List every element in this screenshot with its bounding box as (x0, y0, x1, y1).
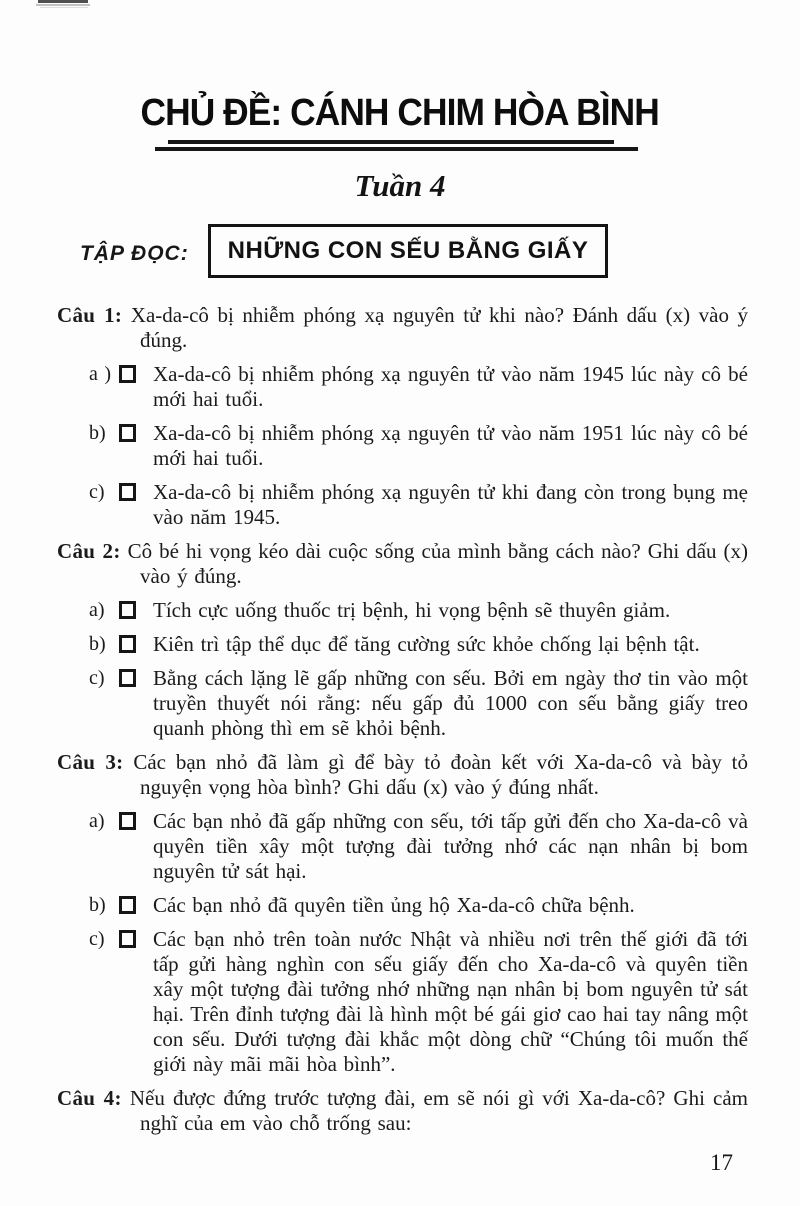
option-2c (89, 666, 748, 741)
answer-checkbox[interactable] (119, 635, 136, 653)
question-1 (57, 303, 748, 530)
option-text: Tích cực uống thuốc trị bệnh, hi vọng bệnh sẽ thuyên giảm. (153, 598, 671, 622)
question-body: Xa-da-cô bị nhiễm phóng xạ nguyên tử khi nào? Đánh dấu (x) vào ý đúng. (130, 303, 749, 352)
question-label: Câu 1: (57, 303, 123, 327)
answer-checkbox[interactable] (119, 669, 136, 687)
scan-artifact (40, 7, 88, 8)
option-text: Kiên trì tập thể dục để tăng cường sức khỏe chống lại bệnh tật. (153, 632, 700, 656)
title-underline (155, 147, 638, 151)
option-text: Xa-da-cô bị nhiễm phóng xạ nguyên tử vào năm 1945 lúc này cô bé mới hai tuổi. (153, 362, 748, 411)
option-letter: a) (89, 810, 105, 832)
chapter-title-wrap (0, 92, 800, 135)
option-1c (89, 480, 748, 530)
answer-checkbox[interactable] (119, 424, 136, 442)
option-3b (89, 893, 748, 918)
option-3c (89, 927, 748, 1077)
question-text (57, 539, 748, 589)
questions-list (57, 303, 748, 1145)
answer-checkbox[interactable] (119, 812, 136, 830)
answer-checkbox[interactable] (119, 930, 136, 948)
question-text (57, 750, 748, 800)
option-2b (89, 632, 748, 657)
option-letter: c) (89, 667, 105, 689)
option-text: Các bạn nhỏ trên toàn nước Nhật và nhiều nơi trên thế giới đã tới tấp gửi hàng nghìn con sếu giấy đến cho Xa-da-cô và quyên tiền xây một tượng đài tưởng nhớ những nạn nhân bị bom nguyên tử sát hại. Trên đỉnh tượng đài là hình một bé gái giơ cao hai tay nâng một con sếu. Dưới tượng đài khắc một dòng chữ “Chúng tôi muốn thế giới này mãi mãi hòa bình”. (153, 927, 749, 1076)
section-label: TẬP ĐỌC: (80, 242, 189, 265)
question-text (57, 303, 748, 353)
answer-checkbox[interactable] (119, 365, 136, 383)
scan-artifact (38, 0, 88, 3)
question-label: Câu 3: (57, 750, 124, 774)
option-letter: b) (89, 894, 106, 916)
question-body: Nếu được đứng trước tượng đài, em sẽ nói gì với Xa-da-cô? Ghi cảm nghĩ của em vào chỗ trống sau: (129, 1086, 748, 1135)
question-body: Cô bé hi vọng kéo dài cuộc sống của mình bằng cách nào? Ghi dấu (x) vào ý đúng. (127, 539, 749, 588)
question-label: Câu 4: (57, 1086, 122, 1110)
option-3a (89, 809, 748, 884)
question-4 (57, 1086, 748, 1136)
answer-checkbox[interactable] (119, 483, 136, 501)
option-letter: b) (89, 422, 106, 444)
option-2a (89, 598, 748, 623)
week-heading: Tuần 4 (354, 168, 446, 203)
question-3 (57, 750, 748, 1077)
question-label: Câu 2: (57, 539, 121, 563)
option-letter: b) (89, 633, 106, 655)
title-underline (168, 140, 614, 144)
option-letter: c) (89, 928, 105, 950)
lesson-title: NHỮNG CON SẾU BẰNG GIẤY (227, 237, 589, 264)
option-text: Xa-da-cô bị nhiễm phóng xạ nguyên tử vào năm 1951 lúc này cô bé mới hai tuổi. (153, 421, 748, 470)
page-number: 17 (710, 1150, 733, 1175)
question-2 (57, 539, 748, 741)
option-letter: c) (89, 481, 105, 503)
option-1b (89, 421, 748, 471)
option-text: Các bạn nhỏ đã quyên tiền ủng hộ Xa-da-cô chữa bệnh. (153, 893, 635, 917)
option-text: Xa-da-cô bị nhiễm phóng xạ nguyên tử khi đang còn trong bụng mẹ vào năm 1945. (153, 480, 748, 529)
question-body: Các bạn nhỏ đã làm gì để bày tỏ đoàn kết với Xa-da-cô và bày tỏ nguyện vọng hòa bình? Ghi dấu (x) vào ý đúng nhất. (133, 750, 748, 799)
option-1a (89, 362, 748, 412)
option-letter: a ) (89, 363, 112, 385)
question-text (57, 1086, 748, 1136)
week-heading-wrap (0, 168, 800, 204)
option-text: Bằng cách lặng lẽ gấp những con sếu. Bởi em ngày thơ tin vào một truyền thuyết nói rằng: nếu gấp đủ 1000 con sếu bằng giấy treo quanh phòng thì em sẽ khỏi bệnh. (153, 666, 748, 740)
chapter-title: CHỦ ĐỀ: CÁNH CHIM HÒA BÌNH (140, 92, 660, 134)
option-text: Các bạn nhỏ đã gấp những con sếu, tới tấp gửi đến cho Xa-da-cô và quyên tiền xây một tượng đài tưởng nhớ các nạn nhân bị bom nguyên tử sát hại. (153, 809, 748, 883)
option-letter: a) (89, 599, 105, 621)
lesson-title-box (208, 224, 608, 278)
scan-artifact (36, 4, 90, 6)
answer-checkbox[interactable] (119, 896, 136, 914)
answer-checkbox[interactable] (119, 601, 136, 619)
